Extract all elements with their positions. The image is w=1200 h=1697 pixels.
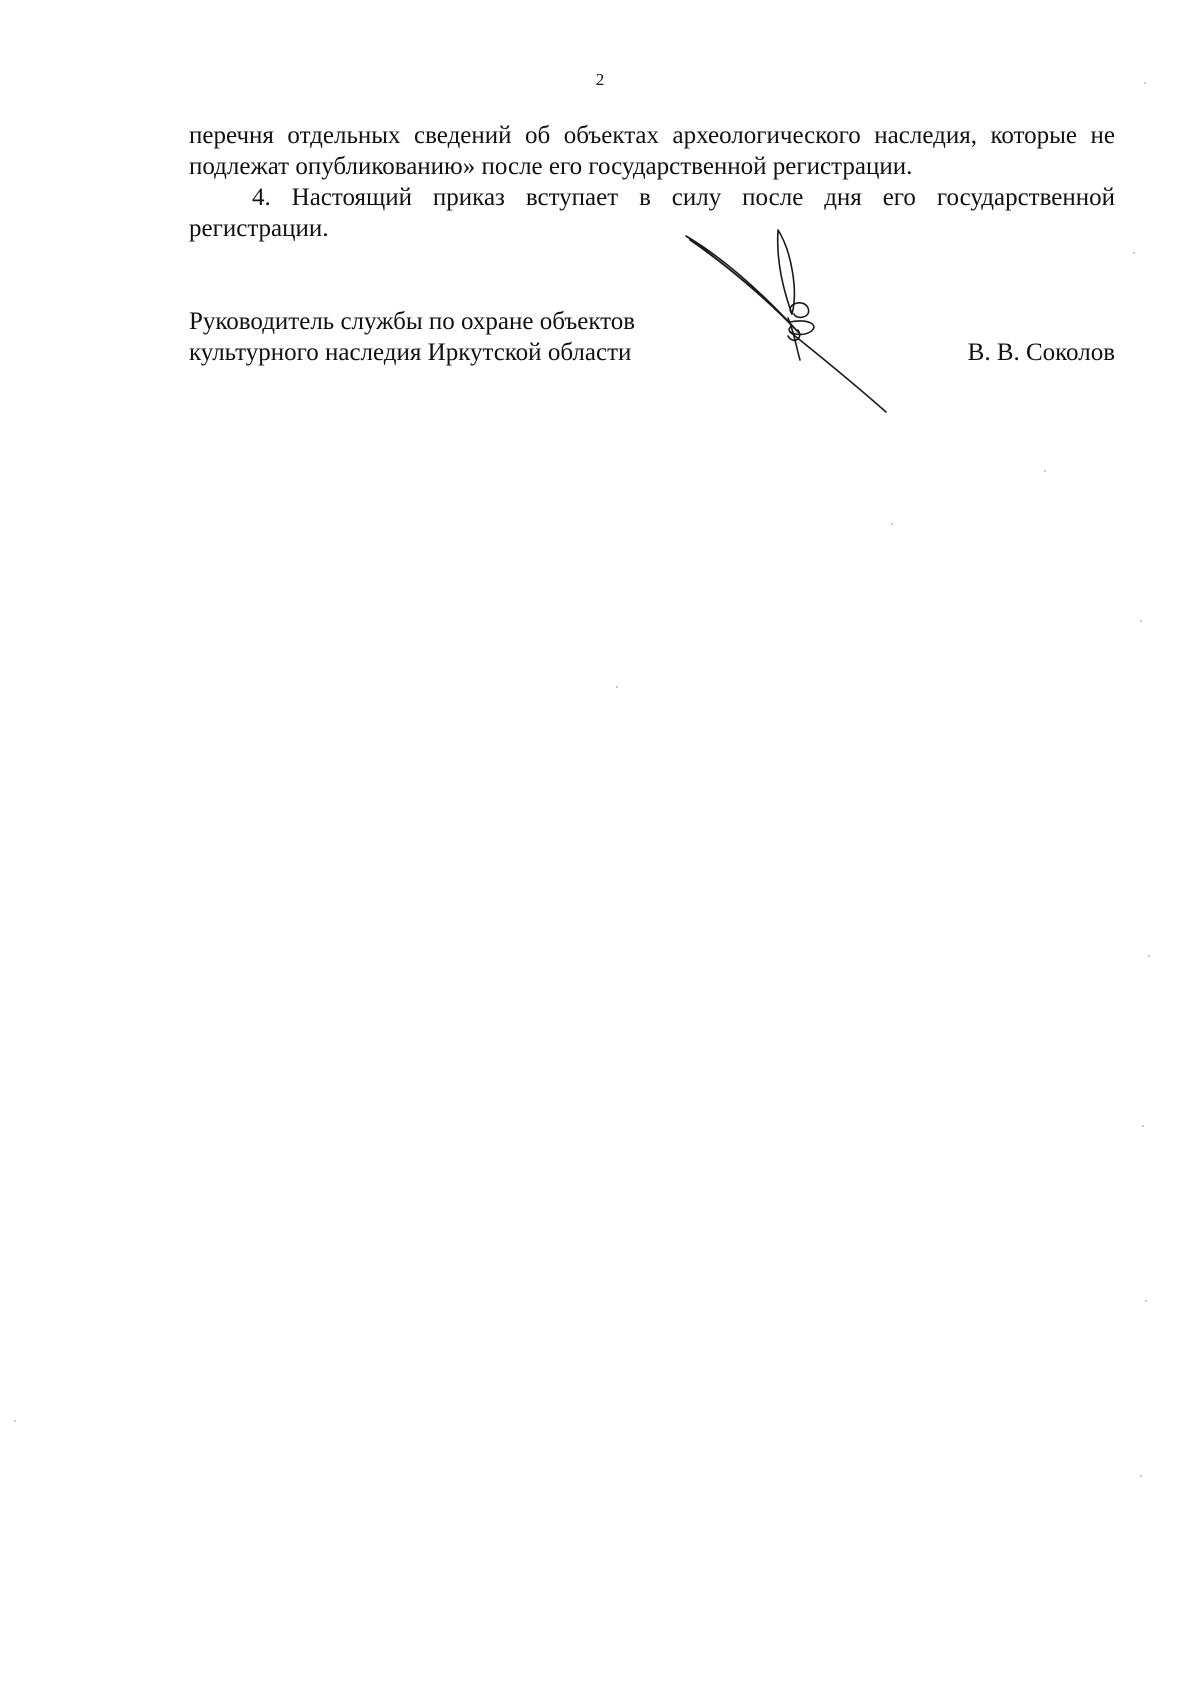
scan-speck [1144, 82, 1146, 84]
scan-speck [1145, 1300, 1147, 1302]
page-number: 2 [595, 70, 605, 89]
handwritten-signature [680, 222, 920, 462]
paragraph-continuation: перечня отдельных сведений об объектах археологического наследия, которые не подлежат опубликованию» после его государственной регистрации. [189, 122, 1115, 180]
scan-speck [14, 1420, 16, 1422]
paragraph-item-4: 4. Настоящий приказ вступает в силу после дня его государственной регистрации. [189, 184, 1115, 242]
signer-position-line-1: Руководитель службы по охране объектов [189, 308, 636, 335]
signer-position [189, 306, 689, 368]
scan-speck [1140, 620, 1142, 622]
scan-speck [1044, 470, 1046, 472]
scan-speck [1148, 955, 1150, 957]
scan-speck [1140, 1475, 1142, 1477]
signer-position-line-2: культурного наследия Иркутской области [189, 339, 632, 366]
signer-name: В. В. Соколов [967, 339, 1115, 366]
scan-speck [891, 523, 893, 525]
scan-speck [1142, 1125, 1144, 1127]
scan-speck [1133, 252, 1135, 254]
scan-speck [616, 686, 618, 688]
